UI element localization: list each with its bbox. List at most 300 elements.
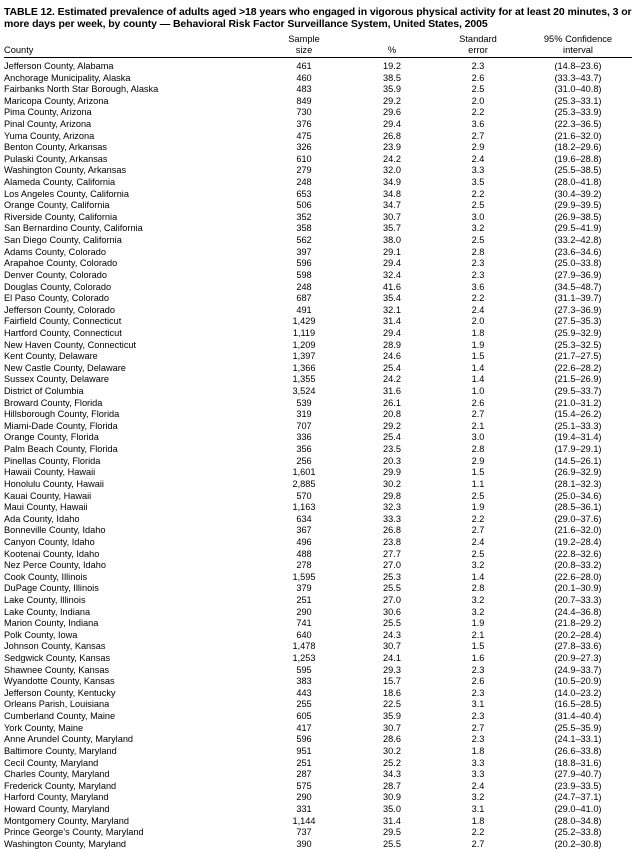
cell-county: Maricopa County, Arizona — [4, 95, 109, 106]
cell-percent: 31.6 — [383, 386, 401, 397]
cell-sample-size: 367 — [296, 525, 312, 536]
cell-standard-error: 2.3 — [471, 734, 485, 745]
cell-sample-size: 352 — [296, 211, 312, 222]
cell-sample-size: 248 — [296, 177, 312, 188]
cell-sample-size: 279 — [296, 165, 312, 176]
cell-sample-size: 287 — [296, 769, 312, 780]
cell-sample-size: 610 — [296, 153, 312, 164]
cell-standard-error: 2.0 — [471, 316, 485, 327]
cell-standard-error: 3.2 — [471, 792, 485, 803]
cell-percent: 24.2 — [383, 374, 401, 385]
cell-standard-error: 1.8 — [471, 327, 485, 338]
cell-county: Benton County, Arkansas — [4, 142, 107, 153]
cell-percent: 33.3 — [383, 513, 401, 524]
cell-percent: 32.1 — [383, 304, 401, 315]
cell-sample-size: 278 — [296, 560, 312, 571]
cell-sample-size: 595 — [296, 664, 312, 675]
cell-percent: 24.1 — [383, 653, 401, 664]
cell-county: DuPage County, Illinois — [4, 583, 99, 594]
table-body — [4, 57, 632, 850]
table-row — [4, 653, 632, 665]
cell-confidence-interval: (21.8–29.2) — [554, 618, 602, 629]
cell-county: Kootenai County, Idaho — [4, 548, 100, 559]
table-row — [4, 595, 632, 607]
cell-standard-error: 2.2 — [471, 513, 485, 524]
cell-county: Fairbanks North Star Borough, Alaska — [4, 84, 159, 95]
cell-sample-size: 255 — [296, 699, 312, 710]
table-row — [4, 630, 632, 642]
cell-sample-size: 336 — [296, 432, 312, 443]
table-row — [4, 189, 632, 201]
cell-percent: 15.7 — [383, 676, 401, 687]
cell-percent: 41.6 — [383, 281, 401, 292]
cell-percent: 30.7 — [383, 211, 401, 222]
header-standard-top: Standard — [459, 33, 497, 44]
cell-confidence-interval: (29.9–39.5) — [554, 200, 602, 211]
cell-percent: 27.0 — [383, 560, 401, 571]
cell-confidence-interval: (28.5–36.1) — [554, 502, 602, 513]
cell-percent: 24.2 — [383, 153, 401, 164]
cell-percent: 27.0 — [383, 594, 401, 605]
cell-sample-size: 319 — [296, 409, 312, 420]
cell-percent: 30.2 — [383, 478, 401, 489]
cell-county: Sussex County, Delaware — [4, 374, 110, 385]
table-row — [4, 607, 632, 619]
cell-percent: 29.8 — [383, 490, 401, 501]
cell-county: Denver County, Colorado — [4, 269, 107, 280]
cell-sample-size: 506 — [296, 200, 312, 211]
table-row — [4, 270, 632, 282]
cell-standard-error: 2.4 — [471, 153, 485, 164]
cell-confidence-interval: (25.3–33.1) — [554, 95, 602, 106]
cell-standard-error: 3.2 — [471, 606, 485, 617]
cell-confidence-interval: (10.5–20.9) — [554, 676, 602, 687]
table-row — [4, 758, 632, 770]
cell-confidence-interval: (29.0–41.0) — [554, 803, 602, 814]
cell-sample-size: 1,163 — [292, 502, 316, 513]
cell-percent: 29.1 — [383, 246, 401, 257]
cell-county: Ada County, Idaho — [4, 513, 80, 524]
table-header — [4, 34, 632, 58]
table-row — [4, 142, 632, 154]
cell-county: Cook County, Illinois — [4, 571, 88, 582]
cell-standard-error: 2.5 — [471, 200, 485, 211]
cell-standard-error: 2.2 — [471, 107, 485, 118]
table-row — [4, 200, 632, 212]
cell-confidence-interval: (25.9–32.9) — [554, 327, 602, 338]
cell-percent: 30.7 — [383, 641, 401, 652]
cell-percent: 28.6 — [383, 734, 401, 745]
cell-sample-size: 379 — [296, 583, 312, 594]
cell-standard-error: 2.7 — [471, 409, 485, 420]
cell-standard-error: 2.2 — [471, 293, 485, 304]
cell-county: Pima County, Arizona — [4, 107, 92, 118]
cell-sample-size: 290 — [296, 792, 312, 803]
cell-county: Miami-Dade County, Florida — [4, 420, 118, 431]
cell-confidence-interval: (15.4–26.2) — [554, 409, 602, 420]
cell-confidence-interval: (27.5–35.3) — [554, 316, 602, 327]
cell-county: Canyon County, Idaho — [4, 536, 95, 547]
cell-confidence-interval: (25.3–32.5) — [554, 339, 602, 350]
cell-sample-size: 460 — [296, 72, 312, 83]
cell-confidence-interval: (24.7–37.1) — [554, 792, 602, 803]
cell-county: Shawnee County, Kansas — [4, 664, 110, 675]
cell-standard-error: 1.6 — [471, 653, 485, 664]
table-row — [4, 560, 632, 572]
cell-standard-error: 2.8 — [471, 246, 485, 257]
cell-confidence-interval: (29.5–41.9) — [554, 223, 602, 234]
cell-confidence-interval: (25.0–34.6) — [554, 490, 602, 501]
cell-percent: 34.9 — [383, 177, 401, 188]
cell-standard-error: 1.4 — [471, 571, 485, 582]
cell-standard-error: 3.2 — [471, 560, 485, 571]
cell-confidence-interval: (22.3–36.5) — [554, 119, 602, 129]
cell-confidence-interval: (23.6–34.6) — [554, 246, 602, 257]
cell-standard-error: 2.9 — [471, 455, 485, 466]
cell-percent: 30.2 — [383, 745, 401, 756]
table-row — [4, 177, 632, 189]
cell-confidence-interval: (19.4–31.4) — [554, 432, 602, 443]
cell-sample-size: 634 — [296, 513, 312, 524]
cell-standard-error: 3.1 — [471, 699, 485, 710]
cell-standard-error: 2.9 — [471, 142, 485, 153]
cell-percent: 32.4 — [383, 269, 401, 280]
cell-sample-size: 331 — [296, 803, 312, 814]
table-row — [4, 363, 632, 375]
cell-percent: 29.2 — [383, 420, 401, 431]
cell-standard-error: 3.1 — [471, 803, 485, 814]
table-row — [4, 107, 632, 119]
cell-standard-error: 2.7 — [471, 722, 485, 733]
cell-percent: 26.8 — [383, 130, 401, 141]
cell-county: Douglas County, Colorado — [4, 281, 112, 292]
table-row — [4, 734, 632, 746]
table-row — [4, 827, 632, 839]
cell-confidence-interval: (24.1–33.1) — [554, 734, 602, 745]
cell-county: Sedgwick County, Kansas — [4, 653, 111, 664]
cell-county: Jefferson County, Colorado — [4, 304, 115, 315]
cell-county: Arapahoe County, Colorado — [4, 258, 118, 269]
cell-standard-error: 3.3 — [471, 165, 485, 176]
cell-confidence-interval: (28.0–34.8) — [554, 815, 602, 826]
cell-confidence-interval: (25.5–38.5) — [554, 165, 602, 176]
cell-confidence-interval: (24.9–33.7) — [554, 664, 602, 675]
table-row — [4, 409, 632, 421]
cell-sample-size: 248 — [296, 281, 312, 292]
cell-county: Maui County, Hawaii — [4, 502, 88, 513]
cell-standard-error: 2.5 — [471, 235, 485, 246]
table-row — [4, 746, 632, 758]
cell-sample-size: 596 — [296, 734, 312, 745]
cell-sample-size: 290 — [296, 606, 312, 617]
cell-standard-error: 3.2 — [471, 594, 485, 605]
cell-county: Nez Perce County, Idaho — [4, 560, 106, 571]
cell-confidence-interval: (29.5–33.7) — [554, 386, 602, 397]
cell-confidence-interval: (17.9–29.1) — [554, 444, 602, 455]
cell-percent: 25.4 — [383, 362, 401, 373]
cell-standard-error: 3.2 — [471, 223, 485, 234]
cell-standard-error: 3.0 — [471, 211, 485, 222]
table-row — [4, 676, 632, 688]
cell-county: Lake County, Illinois — [4, 594, 86, 605]
cell-sample-size: 496 — [296, 536, 312, 547]
table-row — [4, 688, 632, 700]
table-row — [4, 235, 632, 247]
table-row — [4, 293, 632, 305]
cell-county: Pinellas County, Florida — [4, 455, 101, 466]
table-row — [4, 398, 632, 410]
table-row — [4, 699, 632, 711]
cell-percent: 38.0 — [383, 235, 401, 246]
cell-standard-error: 1.1 — [471, 478, 485, 489]
cell-standard-error: 2.3 — [471, 664, 485, 675]
table-row — [4, 618, 632, 630]
cell-percent: 20.3 — [383, 455, 401, 466]
cell-sample-size: 687 — [296, 293, 312, 304]
cell-confidence-interval: (14.8–23.6) — [554, 60, 602, 71]
table-row — [4, 351, 632, 363]
cell-sample-size: 491 — [296, 304, 312, 315]
cell-confidence-interval: (24.4–36.8) — [554, 606, 602, 617]
cell-confidence-interval: (19.2–28.4) — [554, 536, 602, 547]
cell-standard-error: 3.5 — [471, 177, 485, 188]
cell-sample-size: 1,119 — [292, 327, 316, 338]
cell-sample-size: 1,397 — [292, 351, 316, 362]
cell-percent: 24.3 — [383, 629, 401, 640]
cell-county: Cecil County, Maryland — [4, 757, 99, 768]
cell-county: Lake County, Indiana — [4, 606, 91, 617]
cell-confidence-interval: (20.7–33.3) — [554, 594, 602, 605]
cell-percent: 34.7 — [383, 200, 401, 211]
cell-standard-error: 1.5 — [471, 351, 485, 362]
table-row — [4, 165, 632, 177]
cell-sample-size: 256 — [296, 455, 312, 466]
cell-sample-size: 1,601 — [292, 467, 316, 478]
cell-confidence-interval: (21.6–32.0) — [554, 130, 602, 141]
cell-confidence-interval: (21.5–26.9) — [554, 374, 602, 385]
cell-percent: 25.2 — [383, 757, 401, 768]
cell-county: San Bernardino County, California — [4, 223, 143, 234]
cell-standard-error: 3.3 — [471, 757, 485, 768]
cell-sample-size: 443 — [296, 687, 312, 698]
cell-confidence-interval: (27.3–36.9) — [554, 304, 602, 315]
cell-sample-size: 358 — [296, 223, 312, 234]
cell-percent: 28.9 — [383, 339, 401, 350]
cell-percent: 29.4 — [383, 119, 401, 129]
table-row — [4, 340, 632, 352]
cell-sample-size: 1,366 — [292, 362, 316, 373]
cell-standard-error: 2.1 — [471, 420, 485, 431]
cell-confidence-interval: (20.2–30.8) — [554, 838, 602, 849]
cell-confidence-interval: (29.0–37.6) — [554, 513, 602, 524]
cell-standard-error: 1.5 — [471, 467, 485, 478]
cell-standard-error: 2.7 — [471, 838, 485, 849]
cell-percent: 29.5 — [383, 827, 401, 838]
cell-confidence-interval: (14.5–26.1) — [554, 455, 602, 466]
cell-confidence-interval: (18.8–31.6) — [554, 757, 602, 768]
cell-confidence-interval: (19.6–28.8) — [554, 153, 602, 164]
cell-percent: 25.5 — [383, 838, 401, 849]
cell-confidence-interval: (28.0–41.8) — [554, 177, 602, 188]
table-header-row-top — [4, 34, 632, 46]
cell-percent: 30.9 — [383, 792, 401, 803]
table-row — [4, 816, 632, 828]
cell-sample-size: 849 — [296, 95, 312, 106]
table-row — [4, 769, 632, 781]
cell-percent: 31.4 — [383, 316, 401, 327]
table-row — [4, 421, 632, 433]
table-row — [4, 490, 632, 502]
cell-county: Washington County, Maryland — [4, 838, 127, 849]
cell-sample-size: 741 — [296, 618, 312, 629]
cell-percent: 30.7 — [383, 722, 401, 733]
table-row — [4, 374, 632, 386]
cell-confidence-interval: (23.9–33.5) — [554, 780, 602, 791]
cell-percent: 29.4 — [383, 327, 401, 338]
table-row — [4, 282, 632, 294]
cell-county: Orange County, California — [4, 200, 110, 211]
cell-percent: 20.8 — [383, 409, 401, 420]
header-ci-top: 95% Confidence — [543, 33, 613, 44]
cell-county: Fairfield County, Connecticut — [4, 316, 122, 327]
header-sample-top: Sample — [288, 33, 320, 44]
table-row — [4, 223, 632, 235]
cell-percent: 23.8 — [383, 536, 401, 547]
table-row — [4, 73, 632, 85]
cell-county: Montgomery County, Maryland — [4, 815, 129, 826]
cell-percent: 25.5 — [383, 583, 401, 594]
table-row — [4, 119, 632, 131]
table-row — [4, 641, 632, 653]
cell-standard-error: 2.6 — [471, 397, 485, 408]
cell-county: San Diego County, California — [4, 235, 122, 246]
cell-confidence-interval: (27.9–40.7) — [554, 769, 602, 780]
cell-standard-error: 2.3 — [471, 60, 485, 71]
cell-confidence-interval: (22.6–28.2) — [554, 362, 602, 373]
cell-confidence-interval: (20.1–30.9) — [554, 583, 602, 594]
cell-standard-error: 2.3 — [471, 687, 485, 698]
table-row — [4, 781, 632, 793]
cell-confidence-interval: (22.6–28.0) — [554, 571, 602, 582]
table-row — [4, 57, 632, 72]
cell-confidence-interval: (20.9–27.3) — [554, 653, 602, 664]
cell-standard-error: 2.5 — [471, 548, 485, 559]
cell-percent: 25.5 — [383, 618, 401, 629]
cell-sample-size: 1,429 — [292, 316, 316, 327]
cell-standard-error: 1.9 — [471, 502, 485, 513]
cell-sample-size: 397 — [296, 246, 312, 257]
cell-sample-size: 475 — [296, 130, 312, 141]
cell-county: Jefferson County, Kentucky — [4, 687, 116, 698]
cell-sample-size: 737 — [296, 827, 312, 838]
table-row — [4, 84, 632, 96]
table-row — [4, 723, 632, 735]
table-row — [4, 479, 632, 491]
cell-confidence-interval: (34.5–48.7) — [554, 281, 602, 292]
table-row — [4, 131, 632, 143]
cell-county: York County, Maine — [4, 722, 84, 733]
cell-sample-size: 461 — [296, 60, 312, 71]
cell-confidence-interval: (31.4–40.4) — [554, 711, 602, 722]
cell-sample-size: 1,595 — [292, 571, 316, 582]
cell-percent: 24.6 — [383, 351, 401, 362]
cell-standard-error: 2.1 — [471, 629, 485, 640]
cell-standard-error: 1.4 — [471, 374, 485, 385]
cell-county: Pinal County, Arizona — [4, 119, 92, 129]
cell-standard-error: 2.8 — [471, 583, 485, 594]
cell-percent: 28.7 — [383, 780, 401, 791]
cell-county: Adams County, Colorado — [4, 246, 106, 257]
header-pct-top — [352, 34, 432, 46]
table-row — [4, 316, 632, 328]
cell-percent: 35.9 — [383, 711, 401, 722]
cell-sample-size: 251 — [296, 594, 312, 605]
cell-standard-error: 1.0 — [471, 386, 485, 397]
cell-standard-error: 1.8 — [471, 815, 485, 826]
table-row — [4, 467, 632, 479]
cell-standard-error: 2.5 — [471, 84, 485, 95]
cell-confidence-interval: (33.2–42.8) — [554, 235, 602, 246]
cell-percent: 27.7 — [383, 548, 401, 559]
cell-county: Baltimore County, Maryland — [4, 745, 117, 756]
cell-percent: 29.2 — [383, 95, 401, 106]
cell-county: Kauai County, Hawaii — [4, 490, 92, 501]
cell-confidence-interval: (25.3–33.9) — [554, 107, 602, 118]
cell-percent: 35.0 — [383, 803, 401, 814]
cell-standard-error: 2.3 — [471, 258, 485, 269]
cell-confidence-interval: (14.0–23.2) — [554, 687, 602, 698]
cell-county: Harford County, Maryland — [4, 792, 109, 803]
cell-confidence-interval: (21.7–27.5) — [554, 351, 602, 362]
cell-confidence-interval: (20.2–28.4) — [554, 629, 602, 640]
cell-county: Wyandotte County, Kansas — [4, 676, 115, 687]
header-sample-size: size — [256, 45, 352, 57]
cell-confidence-interval: (20.8–33.2) — [554, 560, 602, 571]
table-row — [4, 537, 632, 549]
cell-percent: 32.0 — [383, 165, 401, 176]
cell-percent: 35.7 — [383, 223, 401, 234]
cell-county: Hillsborough County, Florida — [4, 409, 120, 420]
cell-sample-size: 598 — [296, 269, 312, 280]
cell-percent: 30.6 — [383, 606, 401, 617]
cell-confidence-interval: (28.1–32.3) — [554, 478, 602, 489]
cell-standard-error: 2.2 — [471, 827, 485, 838]
cell-sample-size: 730 — [296, 107, 312, 118]
cell-sample-size: 390 — [296, 838, 312, 849]
cell-sample-size: 539 — [296, 397, 312, 408]
cell-standard-error: 2.7 — [471, 525, 485, 536]
table-row — [4, 386, 632, 398]
cell-sample-size: 488 — [296, 548, 312, 559]
cell-confidence-interval: (31.1–39.7) — [554, 293, 602, 304]
cell-confidence-interval: (21.6–32.0) — [554, 525, 602, 536]
cell-sample-size: 251 — [296, 757, 312, 768]
cell-percent: 34.8 — [383, 188, 401, 199]
cell-standard-error: 2.6 — [471, 676, 485, 687]
header-standard-error: error — [432, 45, 524, 57]
cell-percent: 18.6 — [383, 687, 401, 698]
cell-standard-error: 2.6 — [471, 72, 485, 83]
cell-sample-size: 1,355 — [292, 374, 316, 385]
cell-county: Orange County, Florida — [4, 432, 99, 443]
header-confidence-interval: interval — [524, 45, 632, 57]
cell-county: Howard County, Maryland — [4, 803, 110, 814]
table-row — [4, 444, 632, 456]
table-row — [4, 549, 632, 561]
cell-sample-size: 326 — [296, 142, 312, 153]
cell-sample-size: 570 — [296, 490, 312, 501]
cell-sample-size: 596 — [296, 258, 312, 269]
